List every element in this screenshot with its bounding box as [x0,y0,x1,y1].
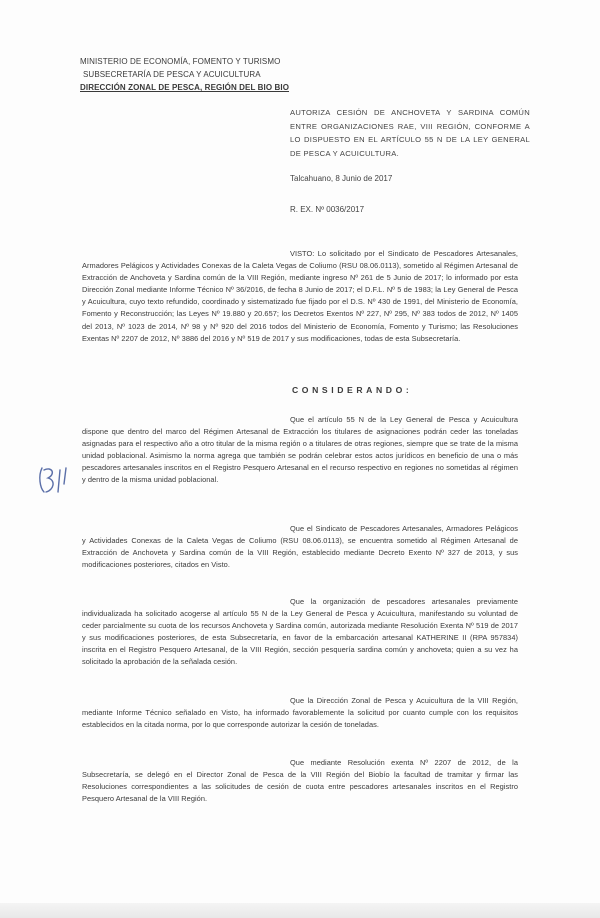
considerando-paragraph: Que el Sindicato de Pescadores Artesanales, Armadores Pelágicos y Actividades Conexas de la Caleta Vegas de Coliumo (RSU 08.06.0113), se encuentra sometido al Régimen Artesanal de Extracción de Anchoveta y Sardina común de la VIII Región, establecido mediante Decreto Exento Nº 327 de 2013, y sus modificaciones posteriores, citados en Visto. [82,524,518,570]
ministry-name: MINISTERIO DE ECONOMÍA, FOMENTO Y TURISMO [80,57,281,66]
resolution-subject: AUTORIZA CESIÓN DE ANCHOVETA Y SARDINA COMÚN ENTRE ORGANIZACIONES RAE, VIII REGIÓN, CONFORME A LO DISPUESTO EN EL ARTÍCULO 55 N DE LA LEY GENERAL DE PESCA Y ACUICULTURA. [290,108,530,158]
page-bottom-edge [0,903,600,918]
letterhead [80,55,289,94]
resolution-number: R. EX. Nº 0036/2017 [290,205,365,214]
subsecretariat-name: SUBSECRETARÍA DE PESCA Y ACUICULTURA [83,70,261,79]
place-and-date: Talcahuano, 8 Junio de 2017 [290,174,393,183]
handwritten-initials [34,462,74,498]
considerando-heading: CONSIDERANDO: [292,385,413,395]
considerando-paragraph: Que la organización de pescadores artesanales previamente individualizada ha solicitado acogerse al artículo 55 N de la Ley General de Pesca y Acuicultura, manifestando su voluntad de ceder parcialmente su cuota de los recursos Anchoveta y Sardina común, autorizada mediante Resolución Exenta Nº 519 de 2017 y sus modificaciones posteriores, de esta Subsecretaría, en favor de la embarcación artesanal KATHERINE II (RPA 957834) inscrita en el Registro Pesquero Artesanal, de la VIII Región, sección pesquería sardina común y anchoveta; quien a su vez ha solicitado la aprobación de la señalada cesión. [82,597,518,667]
visto-paragraph: VISTO: Lo solicitado por el Sindicato de Pescadores Artesanales, Armadores Pelágicos y Actividades Conexas de la Caleta Vegas de Coliumo (RSU 08.06.0113), sometido al Régimen Artesanal de Extracción de Anchoveta y Sardina común de la VIII Región, mediante ingreso Nº 261 de 5 Junio de 2017; lo informado por esta Dirección Zonal mediante Informe Técnico Nº 36/2016, de fecha 8 Junio de 2017; el D.F.L. Nº 5 de 1983; la Ley General de Pesca y Acuicultura, cuyo texto refundido, coordinado y sistematizado fue fijado por el D.S. Nº 430 de 1991, del Ministerio de Economía, Fomento y Reconstrucción; las Leyes Nº 19.880 y 20.657; los Decretos Exentos Nº 227, Nº 295, Nº 383 todos de 2012, Nº 1405 del 2013, Nº 1023 de 2014, Nº 98 y Nº 920 del 2016 todos del Ministerio de Economía, Fomento y Turismo; las Resoluciones Exentas Nº 2207 de 2012, Nº 3886 del 2016 y Nº 519 de 2017 y sus modificaciones, todas de esta Subsecretaría. [82,249,518,343]
considerando-paragraph: Que el artículo 55 N de la Ley General de Pesca y Acuicultura dispone que dentro del marco del Régimen Artesanal de Extracción los titulares de asignaciones podrán ceder las toneladas asignadas para el respectivo año a otro titular de la misma región o a titulares de otras regiones, siempre que se trate de la misma unidad poblacional. Asimismo la norma agrega que también se podrán celebrar estos actos jurídicos en beneficio de una o más pescadores artesanales inscritos en el Registro Pesquero Artesanal en el recurso respectivo en regiones no sometidas al régimen y dentro de la misma unidad poblacional. [82,415,518,485]
directorate-name: DIRECCIÓN ZONAL DE PESCA, REGIÓN DEL BIO BIO [80,83,290,92]
considerando-paragraph: Que mediante Resolución exenta Nº 2207 de 2012, de la Subsecretaría, se delegó en el Director Zonal de Pesca de la VIII Región del Biobío la facultad de tramitar y firmar las Resoluciones correspondientes a las solicitudes de cesión de cuota entre pescadores artesanales inscritos en el Registro Pesquero Artesanal de la VIII Región. [82,758,518,804]
considerando-paragraph: Que la Dirección Zonal de Pesca y Acuicultura de la VIII Región, mediante Informe Técnico señalado en Visto, ha informado favorablemente la solicitud por cuanto cumple con los requisitos establecidos en la citada norma, por lo que corresponde autorizar la cesión de toneladas. [82,696,518,730]
